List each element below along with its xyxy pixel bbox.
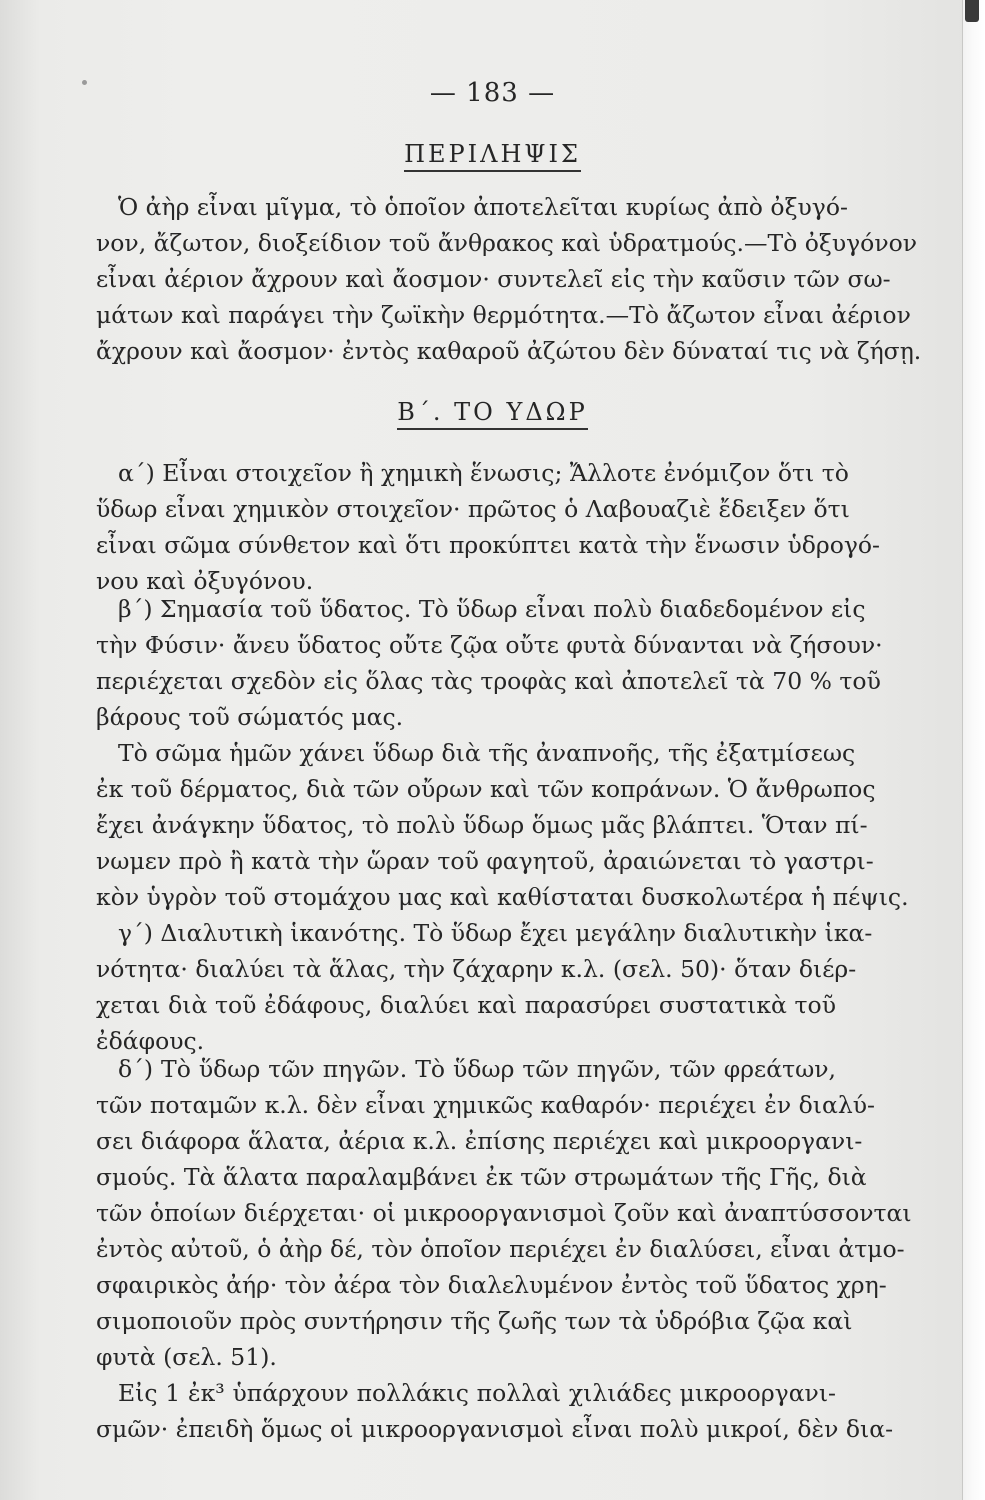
text-line: χεται διὰ τοῦ ἐδάφους, διαλύει καὶ παρασύρει συστατικὰ τοῦ bbox=[96, 991, 836, 1019]
section-heading-water: Β΄. ΤΟ ΥΔΩΡ bbox=[0, 398, 985, 426]
text-line: νωμεν πρὸ ἢ κατὰ τὴν ὥραν τοῦ φαγητοῦ, ἀραιώνεται τὸ γαστρι- bbox=[96, 847, 874, 875]
text-line: φυτὰ (σελ. 51). bbox=[96, 1343, 277, 1371]
text-line: δ΄) Τὸ ὕδωρ τῶν πηγῶν. Τὸ ὕδωρ τῶν πηγῶν, τῶν φρεάτων, bbox=[118, 1055, 836, 1083]
text-line: ἐντὸς αὐτοῦ, ὁ ἀὴρ δέ, τὸν ὁποῖον περιέχει ἐν διαλύσει, εἶναι ἀτμο- bbox=[96, 1235, 905, 1263]
text-line: σμῶν· ἐπειδὴ ὅμως οἱ μικροοργανισμοὶ εἶναι πολὺ μικροί, δὲν δια- bbox=[96, 1415, 894, 1443]
text-line: εἶναι σῶμα σύνθετον καὶ ὅτι προκύπτει κατὰ τὴν ἕνωσιν ὑδρογό- bbox=[96, 531, 880, 559]
page-edge bbox=[962, 0, 985, 1500]
text-line: περιέχεται σχεδὸν εἰς ὅλας τὰς τροφὰς καὶ ἀποτελεῖ τὰ 70 % τοῦ bbox=[96, 667, 881, 695]
text-line: ἄχρουν καὶ ἄοσμον· ἐντὸς καθαροῦ ἀζώτου δὲν δύναταί τις νὰ ζήσῃ. bbox=[96, 337, 922, 365]
text-line: κὸν ὑγρὸν τοῦ στομάχου μας καὶ καθίσταται δυσκολωτέρα ἡ πέψις. bbox=[96, 883, 909, 911]
text-line: μάτων καὶ παράγει τὴν ζωϊκὴν θερμότητα.—Τὸ ἄζωτον εἶναι ἀέριον bbox=[96, 301, 911, 329]
text-line: Ὁ ἀὴρ εἶναι μῖγμα, τὸ ὁποῖον ἀποτελεῖται κυρίως ἀπὸ ὀξυγό- bbox=[118, 193, 848, 221]
text-line: γ΄) Διαλυτικὴ ἱκανότης. Τὸ ὕδωρ ἔχει μεγάλην διαλυτικὴν ἱκα- bbox=[118, 919, 873, 947]
text-line: σμούς. Τὰ ἅλατα παραλαμβάνει ἐκ τῶν στρωμάτων τῆς Γῆς, διὰ bbox=[96, 1163, 867, 1191]
text-line: σει διάφορα ἅλατα, ἀέρια κ.λ. ἐπίσης περιέχει καὶ μικροοργανι- bbox=[96, 1127, 863, 1155]
text-line: ὕδωρ εἶναι χημικὸν στοιχεῖον· πρῶτος ὁ Λαβουαζιὲ ἔδειξεν ὅτι bbox=[96, 495, 850, 523]
text-line: τὴν Φύσιν· ἄνευ ὕδατος οὔτε ζῷα οὔτε φυτὰ δύνανται νὰ ζήσουν· bbox=[96, 631, 883, 659]
text-line: τῶν ὁποίων διέρχεται· οἱ μικροοργανισμοὶ ζοῦν καὶ ἀναπτύσσονται bbox=[96, 1199, 912, 1227]
text-line: ἐκ τοῦ δέρματος, διὰ τῶν οὔρων καὶ τῶν κοπράνων. Ὁ ἄνθρωπος bbox=[96, 775, 876, 803]
text-line: Τὸ σῶμα ἡμῶν χάνει ὕδωρ διὰ τῆς ἀναπνοῆς, τῆς ἐξατμίσεως bbox=[118, 739, 856, 767]
corner-mark bbox=[965, 0, 979, 22]
text-line: σιμοποιοῦν πρὸς συντήρησιν τῆς ζωῆς των τὰ ὑδρόβια ζῷα καὶ bbox=[96, 1307, 853, 1335]
text-line: βάρους τοῦ σώματός μας. bbox=[96, 703, 404, 731]
text-line: νον, ἄζωτον, διοξείδιον τοῦ ἄνθρακος καὶ ὑδρατμούς.—Τὸ ὀξυγόνον bbox=[96, 229, 918, 257]
text-line: εἶναι ἀέριον ἄχρουν καὶ ἄοσμον· συντελεῖ εἰς τὴν καῦσιν τῶν σω- bbox=[96, 265, 891, 293]
text-line: Εἰς 1 ἐκ³ ὑπάρχουν πολλάκις πολλαὶ χιλιάδες μικροοργανι- bbox=[118, 1379, 836, 1407]
text-line: ἔχει ἀνάγκην ὕδατος, τὸ πολὺ ὕδωρ ὅμως μᾶς βλάπτει. Ὅταν πί- bbox=[96, 811, 868, 839]
section-heading-summary: ΠΕΡΙΛΗΨΙΣ bbox=[0, 140, 985, 168]
text-line: νου καὶ ὀξυγόνου. bbox=[96, 567, 314, 595]
text-line: ἐδάφους. bbox=[96, 1027, 205, 1055]
text-line: β΄) Σημασία τοῦ ὕδατος. Τὸ ὕδωρ εἶναι πολὺ διαδεδομένον εἰς bbox=[118, 595, 866, 623]
text-line: τῶν ποταμῶν κ.λ. δὲν εἶναι χημικῶς καθαρόν· περιέχει ἐν διαλύ- bbox=[96, 1091, 875, 1119]
text-line: σφαιρικὸς ἀήρ· τὸν ἀέρα τὸν διαλελυμένον ἐντὸς τοῦ ὕδατος χρη- bbox=[96, 1271, 887, 1299]
text-line: νότητα· διαλύει τὰ ἅλας, τὴν ζάχαρην κ.λ. (σελ. 50)· ὅταν διέρ- bbox=[96, 955, 857, 983]
page-number: — 183 — bbox=[429, 78, 556, 108]
text-line: α΄) Εἶναι στοιχεῖον ἢ χημικὴ ἕνωσις; Ἄλλοτε ἐνόμιζον ὅτι τὸ bbox=[118, 459, 849, 487]
